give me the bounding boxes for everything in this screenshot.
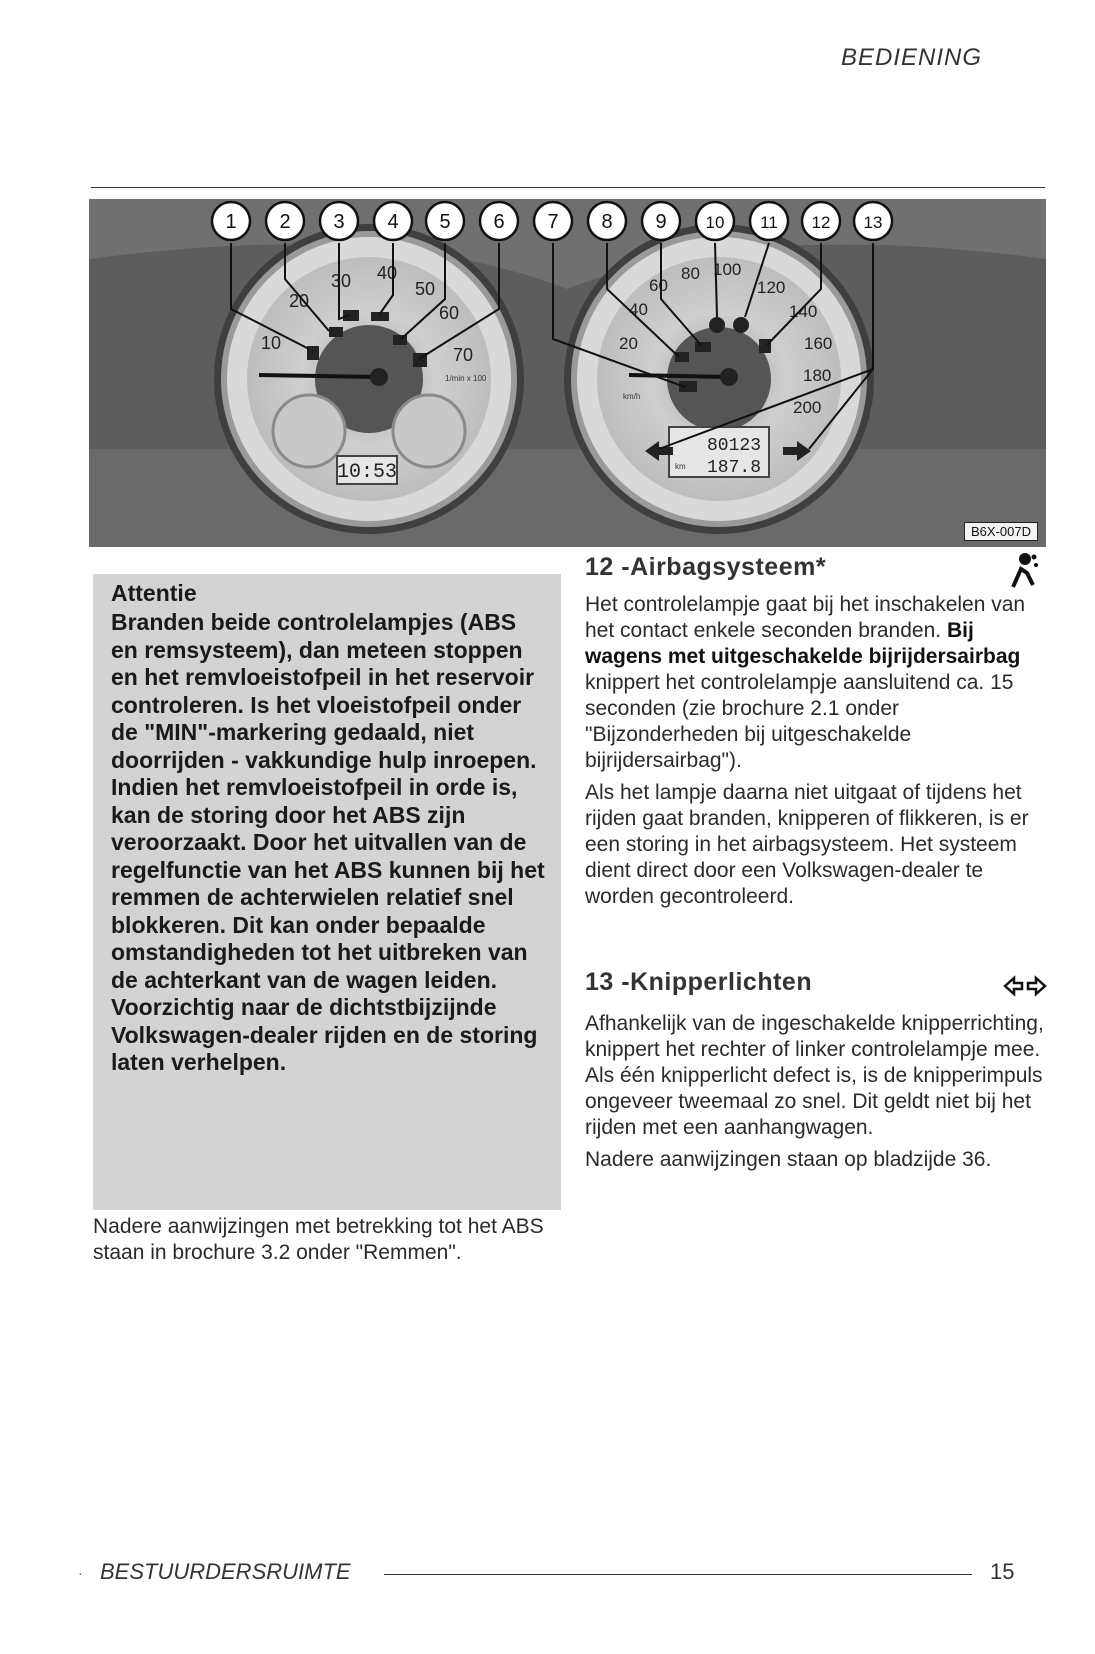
section-12 (585, 553, 1045, 916)
footer-title: BESTUURDERSRUIMTE (100, 1559, 351, 1584)
svg-text:8: 8 (601, 211, 613, 233)
speed-label: 100 (713, 260, 742, 279)
section-13-heading: 13 -Knipperlichten (585, 968, 813, 996)
callout-7 (534, 202, 572, 240)
callout-9 (642, 202, 680, 240)
footer-rule (384, 1574, 972, 1575)
svg-text:11: 11 (760, 213, 778, 232)
footer-dot: · (78, 1565, 83, 1581)
airbag-icon (1005, 551, 1039, 591)
rpm-label: 30 (331, 271, 352, 291)
section-12-text-a: Het controlelampje gaat bij het inschakelen van het contact enkele seconden branden. (585, 593, 1026, 642)
section-12-heading: 12 -Airbagsysteem* (585, 553, 827, 581)
speed-label: 200 (793, 398, 822, 417)
callout-11 (750, 202, 788, 240)
tachometer-unit: 1/min x 100 (445, 374, 487, 383)
speed-label: 160 (804, 334, 833, 353)
speed-label: 120 (757, 278, 786, 297)
attention-text: Branden beide controlelampjes (ABS en remsysteem), dan meteen stoppen en het remvloeistofpeil in het reservoir controleren. Is het vloeistofpeil onder de "MIN"-markering gedaald, niet doorrijden - vakkundige hulp inroepen. Indien het remvloeistofpeil in orde is, kan de storing door het ABS zijn veroorzaakt. Door het uitvallen van de regelfunctie van het ABS kunnen bij het remmen de achterwielen relatief snel blokkeren. Dit kan onder bepaalde omstandigheden tot het uitbreken van de achterkant van de wagen leiden. Voorzichtig naar de dichtstbijzijnde Volkswagen-dealer rijden en de storing laten verhelpen. (111, 609, 545, 1075)
svg-text:10: 10 (705, 213, 725, 232)
callout-10 (696, 202, 734, 240)
speed-label: 80 (681, 264, 700, 283)
attention-box (93, 574, 561, 1210)
svg-text:7: 7 (547, 211, 559, 233)
callout-1 (212, 202, 250, 240)
page-number: 15 (990, 1559, 1015, 1584)
clock-display: 10:53 (336, 461, 398, 484)
section-12-paragraph-1 (585, 592, 1045, 774)
speed-label: 40 (629, 300, 648, 319)
section-13 (585, 968, 1045, 1179)
turn-signal-arrows-icon (1003, 974, 1047, 998)
section-13-paragraph-1: Afhankelijk van de ingeschakelde knipperrichting, knippert het rechter of linker controlelampje mee. Als één knipperlicht defect is, is de knipperimpuls ongeveer tweemaal zo snel. Dit geldt niet bij het rijden met een aanhangwagen. (585, 1012, 1044, 1139)
svg-text:3: 3 (333, 211, 345, 233)
odometer-display: 80123 (706, 436, 762, 456)
rpm-label: 70 (453, 345, 474, 365)
speed-label: 180 (803, 366, 832, 385)
svg-text:2: 2 (279, 211, 291, 233)
speed-label: 20 (619, 334, 638, 353)
instrument-cluster-illustration (89, 199, 1046, 547)
section-header: BEDIENING (840, 44, 982, 71)
rpm-label: 20 (289, 291, 310, 311)
callout-3 (320, 202, 358, 240)
attention-heading: Attentie (111, 580, 197, 606)
trip-unit: km (675, 462, 686, 471)
callout-13 (854, 202, 892, 240)
header-rule (91, 187, 1045, 188)
svg-text:12: 12 (811, 213, 831, 232)
tachometer-gauge (214, 224, 524, 534)
instrument-cluster-figure (89, 199, 1046, 547)
callout-8 (588, 202, 626, 240)
speed-label: 60 (649, 276, 668, 295)
svg-text:4: 4 (387, 211, 399, 233)
callout-12 (802, 202, 840, 240)
svg-text:6: 6 (493, 211, 505, 233)
callout-4 (374, 202, 412, 240)
callout-5 (426, 202, 464, 240)
section-12-bold-text: Bij wagens met uitgeschakelde bijrijdersairbag (585, 619, 1021, 668)
section-13-paragraph-2: Nadere aanwijzingen staan op bladzijde 36. (585, 1148, 992, 1171)
rpm-label: 10 (261, 333, 282, 353)
rpm-label: 60 (439, 303, 460, 323)
speed-label: 140 (789, 302, 818, 321)
speedometer-unit: km/h (623, 392, 641, 401)
svg-text:9: 9 (655, 211, 667, 233)
abs-note: Nadere aanwijzingen met betrekking tot het ABS staan in brochure 3.2 onder "Remmen". (93, 1215, 544, 1264)
section-12-text-b: knippert het controlelampje aansluitend ca. 15 seconden (zie brochure 2.1 onder "Bijzonderheden bij uitgeschakelde bijrijdersairbag"). (585, 671, 1014, 772)
rpm-label: 50 (415, 279, 436, 299)
figure-code: B6X-007D (964, 522, 1038, 541)
rpm-label: 40 (377, 263, 398, 283)
trip-display: 187.8 (706, 458, 762, 478)
svg-text:1: 1 (225, 211, 237, 233)
svg-text:13: 13 (863, 213, 883, 232)
section-12-paragraph-2: Als het lampje daarna niet uitgaat of tijdens het rijden gaat branden, knipperen of flikkeren, is er een storing in het airbagsysteem. Het systeem dient direct door een Volkswagen-dealer te worden gecontroleerd. (585, 781, 1029, 908)
callout-2 (266, 202, 304, 240)
callout-6 (480, 202, 518, 240)
speedometer-gauge (564, 224, 874, 534)
svg-text:5: 5 (439, 211, 451, 233)
